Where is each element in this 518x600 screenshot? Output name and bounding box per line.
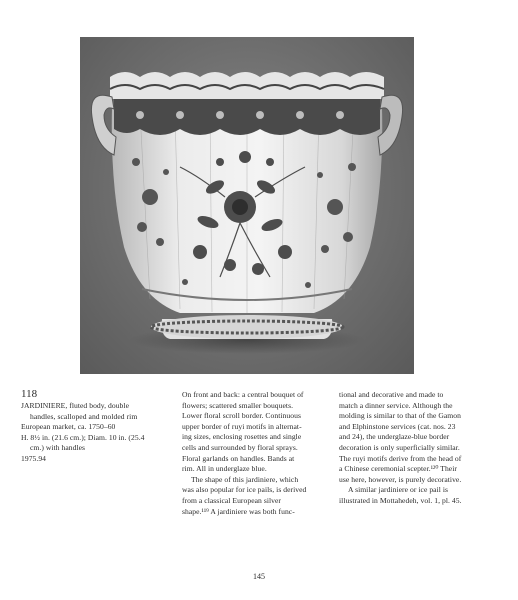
text-line: tional and decorative and made to xyxy=(339,390,444,399)
text-line: ing sizes, enclosing rosettes and single xyxy=(182,432,302,442)
text-line: from a classical European silver xyxy=(182,495,282,505)
caption-line: 1975.94 xyxy=(21,453,47,463)
text-line: shape.¹¹⁹ A jardiniere was both func- xyxy=(182,506,295,516)
text-line: decoration is only superficially similar. xyxy=(339,442,460,452)
caption-line: European market, ca. 1750–60 xyxy=(21,422,116,432)
page-number: 145 xyxy=(253,572,265,581)
text-line: The ruyi motifs derive from the head of xyxy=(339,453,462,463)
text-line: A similar jardiniere or ice pail is xyxy=(348,485,449,495)
text-line: molding is similar to that of the Gamon xyxy=(339,411,461,421)
caption-line: JARDINIERE, fluted body, double xyxy=(21,401,129,410)
text-line: flowers; scattered smaller bouquets. xyxy=(182,400,294,410)
text-line: a Chinese ceremonial scepter.¹²⁰ Their xyxy=(339,464,457,474)
caption-line: H. 8½ in. (21.6 cm.); Diam. 10 in. (25.4 xyxy=(21,432,145,442)
text-line: cells and surrounded by floral sprays. xyxy=(182,442,298,452)
text-line: Floral garlands on handles. Bands at xyxy=(182,453,295,463)
text-line: illustrated in Mottahedeh, vol. 1, pl. 45. xyxy=(339,495,462,505)
text-line: and Elphinstone services (cat. nos. 23 xyxy=(339,421,456,431)
text-line: was also popular for ice pails, is derived xyxy=(182,485,307,495)
text-line: On front and back: a central bouquet of xyxy=(182,390,304,399)
text-line: upper border of ruyi motifs in alternat- xyxy=(182,421,302,431)
text-line: Lower floral scroll border. Continuous xyxy=(182,411,301,421)
text-line: The shape of this jardiniere, which xyxy=(191,474,299,484)
caption-line: handles, scalloped and molded rim xyxy=(30,411,138,421)
caption-line: cm.) with handles xyxy=(30,443,86,453)
description-column-1 xyxy=(182,390,322,517)
object-caption xyxy=(21,401,169,465)
text-line: match a dinner service. Although the xyxy=(339,400,453,410)
jardiniere-photograph xyxy=(80,37,414,374)
text-line: rim. All in underglaze blue. xyxy=(182,464,267,474)
text-line: use here, however, is purely decorative. xyxy=(339,474,462,484)
text-line: and 24), the underglaze-blue border xyxy=(339,432,450,442)
catalog-number: 118 xyxy=(21,388,38,400)
jardiniere-illustration xyxy=(80,37,414,374)
description-column-2 xyxy=(339,390,481,507)
